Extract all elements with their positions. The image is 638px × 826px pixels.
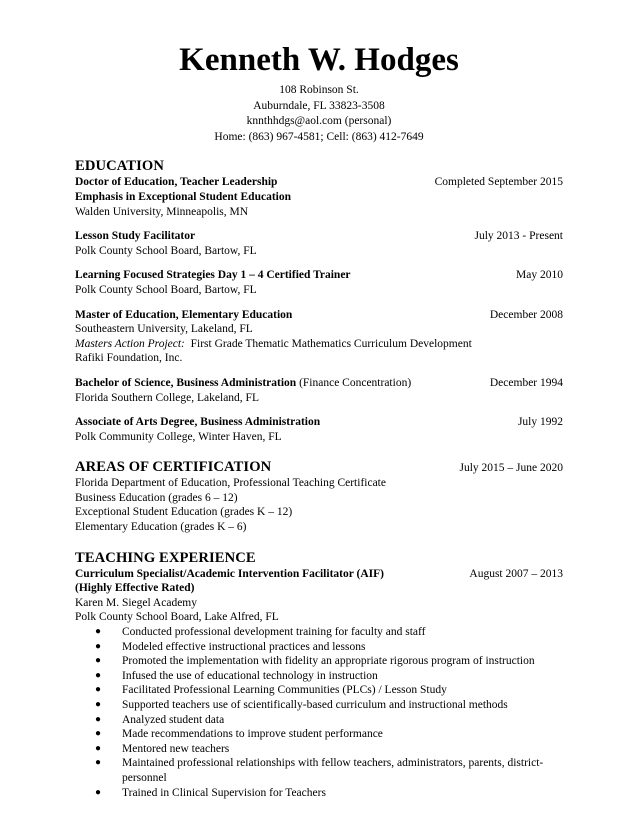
- list-item: [75, 683, 563, 698]
- degree-emphasis: Emphasis in Exceptional Student Education: [75, 190, 292, 203]
- experience-section: [75, 549, 563, 801]
- bullet-icon: ●: [94, 728, 102, 740]
- education-entry: [75, 308, 563, 366]
- duty-text: Facilitated Professional Learning Communities (PLCs) / Lesson Study: [122, 684, 447, 697]
- degree-title: Associate of Arts Degree, Business Administration: [75, 416, 321, 429]
- duty-text: Conducted professional development training for faculty and staff: [122, 626, 426, 639]
- phone-line: Home: (863) 967-4581; Cell: (863) 412-7649: [214, 130, 424, 143]
- degree-date: Completed September 2015: [434, 176, 563, 189]
- education-heading: EDUCATION: [75, 158, 165, 175]
- school-name: Florida Southern College, Lakeland, FL: [75, 391, 259, 404]
- list-item: [75, 786, 563, 801]
- degree-title: Learning Focused Strategies Day 1 – 4 Certified Trainer: [75, 269, 351, 282]
- project-organization: Rafiki Foundation, Inc.: [75, 352, 183, 365]
- degree-title: Lesson Study Facilitator: [75, 230, 196, 243]
- project-line: [75, 337, 563, 352]
- school-name: Polk County School Board, Bartow, FL: [75, 283, 257, 296]
- education-row: [75, 268, 563, 283]
- list-item: [75, 713, 563, 728]
- education-entry: [75, 376, 563, 405]
- bullet-icon: ●: [94, 757, 102, 769]
- list-item: [75, 625, 563, 640]
- education-entry: [75, 415, 563, 444]
- degree-title: Doctor of Education, Teacher Leadership: [75, 176, 278, 189]
- certification-section: [75, 458, 563, 534]
- list-item: [75, 698, 563, 713]
- position-date: August 2007 – 2013: [469, 567, 563, 580]
- duty-text: Analyzed student data: [122, 713, 225, 726]
- education-entry: [75, 268, 563, 297]
- certification-line: Florida Department of Education, Professional Teaching Certificate: [75, 477, 386, 490]
- degree-date: December 2008: [489, 308, 563, 321]
- education-row: [75, 376, 563, 391]
- school-name: Walden University, Minneapolis, MN: [75, 205, 249, 218]
- bullet-icon: ●: [94, 786, 102, 798]
- list-item: [75, 640, 563, 655]
- school-name: Southeastern University, Lakeland, FL: [75, 323, 253, 336]
- education-row: [75, 415, 563, 430]
- certification-header-row: [75, 458, 563, 476]
- degree-title-group: [75, 376, 411, 391]
- duty-text: Trained in Clinical Supervision for Teachers: [122, 786, 326, 799]
- list-item: [75, 742, 563, 757]
- bullet-icon: ●: [94, 699, 102, 710]
- employer-location: Polk County School Board, Lake Alfred, FL: [75, 611, 279, 624]
- education-row: [75, 229, 563, 244]
- education-entry: [75, 229, 563, 258]
- education-section: [75, 157, 563, 444]
- education-row: [75, 175, 563, 190]
- school-name: Polk County School Board, Bartow, FL: [75, 244, 257, 257]
- experience-heading: TEACHING EXPERIENCE: [75, 549, 256, 566]
- duty-text: Maintained professional relationships with fellow teachers, administrators, parents, district-personnel: [122, 757, 544, 784]
- email-line: knnthhdgs@aol.com (personal): [246, 115, 392, 128]
- degree-suffix: (Finance Concentration): [296, 376, 412, 389]
- degree-date: July 2013 - Present: [474, 230, 563, 243]
- position-row: [75, 567, 563, 582]
- bullet-icon: ●: [94, 713, 102, 725]
- duty-text: Mentored new teachers: [122, 742, 230, 755]
- duties-list: [75, 625, 563, 800]
- contact-block: [75, 83, 563, 145]
- certification-date: July 2015 – June 2020: [459, 462, 563, 475]
- degree-date: May 2010: [516, 269, 563, 282]
- bullet-icon: ●: [94, 640, 102, 652]
- degree-title: Bachelor of Science, Business Administration: [75, 376, 297, 389]
- degree-title: Master of Education, Elementary Education: [75, 308, 293, 321]
- education-entry: [75, 175, 563, 219]
- list-item: [75, 756, 563, 785]
- duty-text: Modeled effective instructional practices and lessons: [122, 640, 366, 653]
- certification-line: Elementary Education (grades K – 6): [75, 521, 247, 534]
- certification-line: Business Education (grades 6 – 12): [75, 491, 238, 504]
- degree-date: July 1992: [517, 416, 563, 429]
- list-item: [75, 669, 563, 684]
- position-rating: (Highly Effective Rated): [75, 582, 195, 595]
- address-line-2: Auburndale, FL 33823-3508: [253, 99, 385, 112]
- list-item: [75, 654, 563, 669]
- project-label: Masters Action Project:: [75, 337, 185, 350]
- certification-line: Exceptional Student Education (grades K – 12): [75, 506, 293, 519]
- bullet-icon: ●: [94, 669, 102, 681]
- bullet-icon: ●: [94, 655, 102, 667]
- education-row: [75, 308, 563, 323]
- position-title: Curriculum Specialist/Academic Intervention Facilitator (AIF): [75, 567, 384, 580]
- duty-text: Infused the use of educational technology in instruction: [122, 669, 378, 682]
- school-name: Polk Community College, Winter Haven, FL: [75, 430, 282, 443]
- address-line-1: 108 Robinson St.: [279, 84, 359, 96]
- bullet-icon: ●: [94, 684, 102, 696]
- project-text: First Grade Thematic Mathematics Curriculum Development: [184, 337, 472, 350]
- bullet-icon: ●: [94, 742, 102, 754]
- resume-name: Kenneth W. Hodges: [179, 42, 459, 78]
- degree-date: December 1994: [489, 376, 563, 389]
- bullet-icon: ●: [94, 626, 102, 638]
- duty-text: Promoted the implementation with fidelity an appropriate rigorous program of instruction: [122, 655, 535, 668]
- list-item: [75, 727, 563, 742]
- duty-text: Supported teachers use of scientifically-based curriculum and instructional methods: [122, 699, 508, 711]
- certification-heading: AREAS OF CERTIFICATION: [75, 459, 272, 476]
- employer-name: Karen M. Siegel Academy: [75, 596, 197, 609]
- duty-text: Made recommendations to improve student performance: [122, 728, 383, 741]
